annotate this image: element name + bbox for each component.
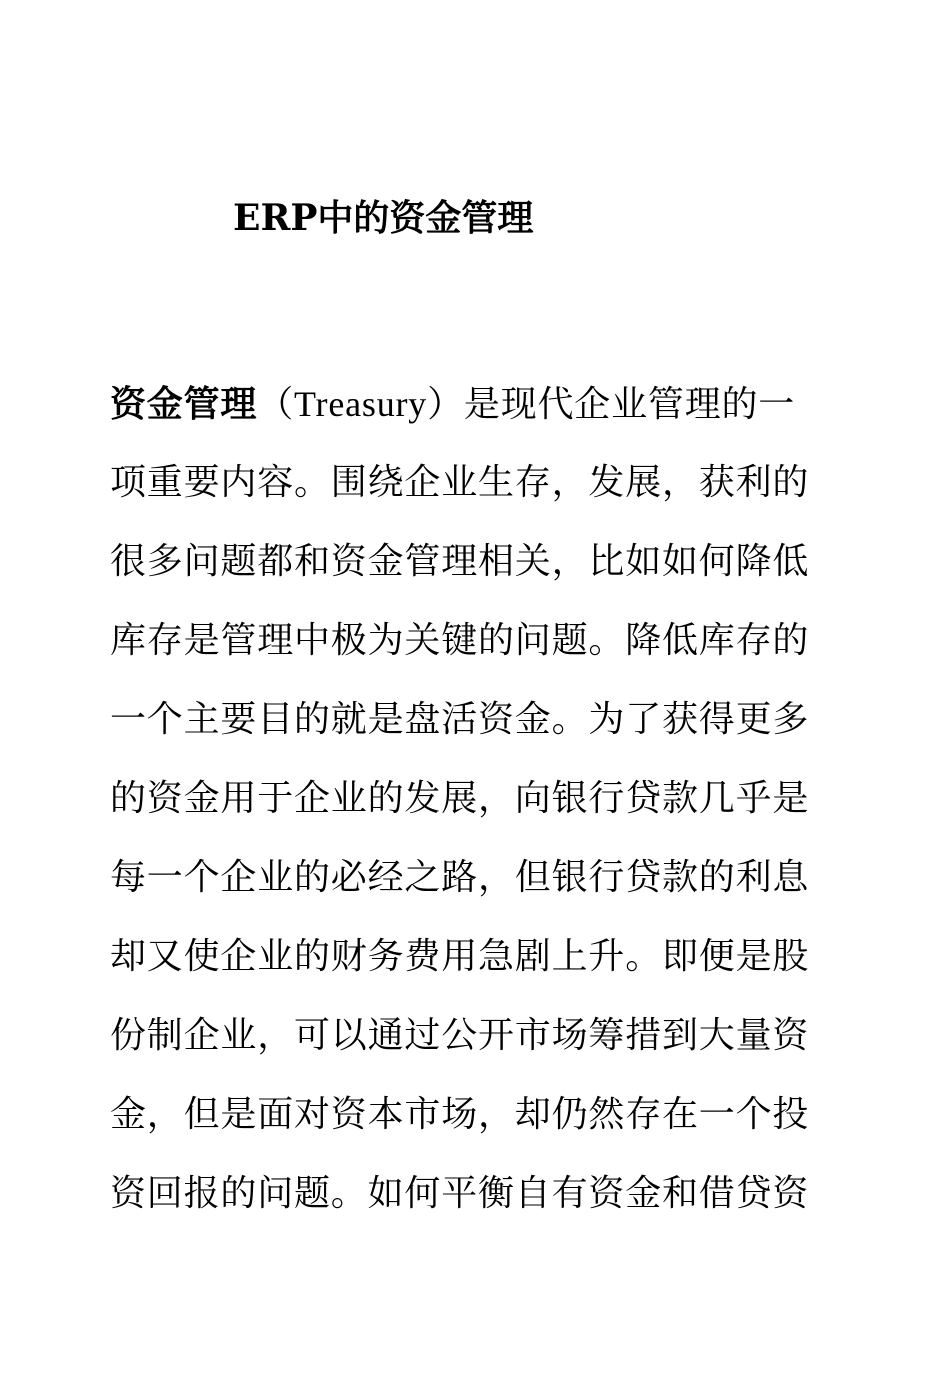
paragraph-line: 每一个企业的必经之路，但银行贷款的利息	[110, 857, 810, 898]
paragraph-line: 资回报的问题。如何平衡自有资金和借贷资	[110, 1173, 810, 1214]
paragraph-line: 的资金用于企业的发展，向银行贷款几乎是	[110, 778, 810, 819]
key-term: 资金管理	[110, 383, 258, 425]
paragraph-line: 库存是管理中极为关键的问题。降低库存的	[110, 620, 810, 661]
paren-close: ）	[427, 384, 464, 425]
body-paragraph	[110, 376, 840, 1245]
paragraph-line: 却又使企业的财务费用急剧上升。即便是股	[110, 936, 810, 977]
paragraph-line: 金，但是面对资本市场，却仍然存在一个投	[110, 1094, 810, 1135]
paragraph-line: 很多问题都和资金管理相关，比如如何降低	[110, 541, 810, 582]
first-line-text: 是现代企业管理的一	[463, 384, 796, 425]
paragraph-line: 份制企业，可以通过公开市场筹措到大量资	[110, 1015, 810, 1056]
paragraph-line: 一个主要目的就是盘活资金。为了获得更多	[110, 699, 810, 740]
paren-open: （	[257, 384, 295, 425]
paragraph-line	[110, 376, 840, 455]
paragraph-line: 项重要内容。围绕企业生存，发展，获利的	[110, 462, 810, 503]
document-title: ERP中的资金管理	[233, 197, 534, 239]
key-term-english: Treasury	[294, 384, 428, 424]
